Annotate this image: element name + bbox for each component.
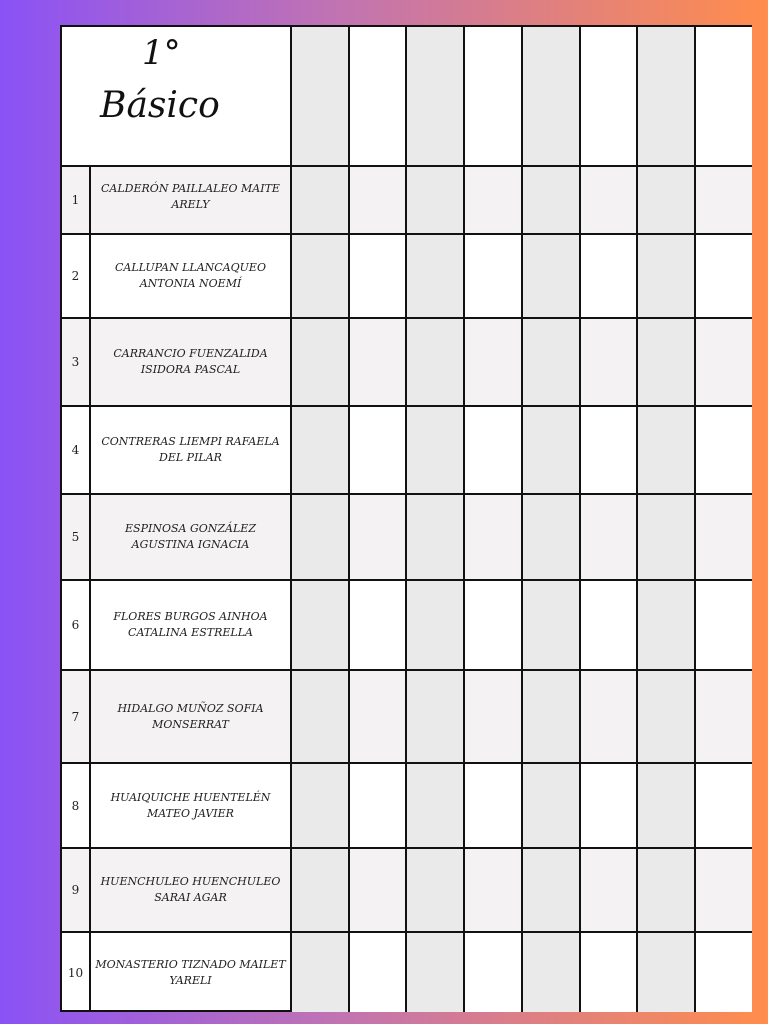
mark-cell[interactable] [637, 670, 695, 763]
student-name: CONTRERAS LIEMPI RAFAELA DEL PILAR [90, 406, 291, 494]
mark-cell[interactable] [464, 494, 522, 580]
mark-cell[interactable] [695, 763, 752, 848]
student-number: 2 [62, 234, 90, 318]
header-cell[interactable] [464, 27, 522, 166]
header-cell[interactable] [580, 27, 637, 166]
mark-cell[interactable] [695, 848, 752, 932]
header-row [62, 27, 752, 166]
mark-cell[interactable] [291, 848, 349, 932]
mark-cell[interactable] [580, 763, 637, 848]
header-cell[interactable] [637, 27, 695, 166]
student-number: 10 [62, 932, 90, 1012]
mark-cell[interactable] [464, 580, 522, 670]
mark-cell[interactable] [695, 318, 752, 406]
mark-cell[interactable] [406, 763, 464, 848]
student-name: MONASTERIO TIZNADO MAILET YARELI [90, 932, 291, 1012]
mark-cell[interactable] [291, 932, 349, 1012]
mark-cell[interactable] [695, 166, 752, 234]
mark-cell[interactable] [695, 234, 752, 318]
mark-cell[interactable] [522, 848, 580, 932]
mark-cell[interactable] [695, 494, 752, 580]
mark-cell[interactable] [406, 166, 464, 234]
mark-cell[interactable] [349, 234, 406, 318]
attendance-sheet [60, 25, 752, 1012]
mark-cell[interactable] [637, 494, 695, 580]
student-name: ESPINOSA GONZÁLEZ AGUSTINA IGNACIA [90, 494, 291, 580]
mark-cell[interactable] [464, 166, 522, 234]
mark-cell[interactable] [522, 234, 580, 318]
mark-cell[interactable] [637, 580, 695, 670]
mark-cell[interactable] [464, 318, 522, 406]
mark-cell[interactable] [637, 763, 695, 848]
mark-cell[interactable] [580, 166, 637, 234]
mark-cell[interactable] [637, 166, 695, 234]
mark-cell[interactable] [464, 763, 522, 848]
mark-cell[interactable] [291, 166, 349, 234]
mark-cell[interactable] [695, 580, 752, 670]
mark-cell[interactable] [580, 848, 637, 932]
mark-cell[interactable] [637, 234, 695, 318]
mark-cell[interactable] [291, 763, 349, 848]
mark-cell[interactable] [580, 494, 637, 580]
mark-cell[interactable] [522, 763, 580, 848]
mark-cell[interactable] [349, 763, 406, 848]
student-number: 6 [62, 580, 90, 670]
mark-cell[interactable] [291, 318, 349, 406]
student-name: HUENCHULEO HUENCHULEO SARAI AGAR [90, 848, 291, 932]
mark-cell[interactable] [349, 932, 406, 1012]
student-name: CALDERÓN PAILLALEO MAITE ARELY [90, 166, 291, 234]
mark-cell[interactable] [291, 406, 349, 494]
student-number: 5 [62, 494, 90, 580]
mark-cell[interactable] [349, 580, 406, 670]
mark-cell[interactable] [464, 406, 522, 494]
mark-cell[interactable] [695, 406, 752, 494]
mark-cell[interactable] [349, 494, 406, 580]
mark-cell[interactable] [580, 580, 637, 670]
header-cell[interactable] [349, 27, 406, 166]
header-cell[interactable] [291, 27, 349, 166]
mark-cell[interactable] [406, 406, 464, 494]
mark-cell[interactable] [406, 932, 464, 1012]
student-number: 7 [62, 670, 90, 763]
student-number: 3 [62, 318, 90, 406]
mark-cell[interactable] [695, 670, 752, 763]
header-cell[interactable] [522, 27, 580, 166]
student-name: FLORES BURGOS AINHOA CATALINA ESTRELLA [90, 580, 291, 670]
mark-cell[interactable] [637, 932, 695, 1012]
student-row [62, 763, 752, 848]
mark-cell[interactable] [522, 494, 580, 580]
student-number: 9 [62, 848, 90, 932]
mark-cell[interactable] [464, 848, 522, 932]
mark-cell[interactable] [406, 234, 464, 318]
mark-cell[interactable] [349, 318, 406, 406]
mark-cell[interactable] [406, 494, 464, 580]
student-row [62, 848, 752, 932]
attendance-table [62, 27, 752, 1012]
mark-cell[interactable] [580, 234, 637, 318]
student-name: CALLUPAN LLANCAQUEO ANTONIA NOEMÍ [90, 234, 291, 318]
mark-cell[interactable] [406, 580, 464, 670]
student-row [62, 318, 752, 406]
header-cell[interactable] [695, 27, 752, 166]
student-row [62, 580, 752, 670]
mark-cell[interactable] [291, 670, 349, 763]
mark-cell[interactable] [522, 406, 580, 494]
student-name: HUAIQUICHE HUENTELÉN MATEO JAVIER [90, 763, 291, 848]
mark-cell[interactable] [695, 932, 752, 1012]
student-row [62, 234, 752, 318]
mark-cell[interactable] [349, 406, 406, 494]
student-row [62, 494, 752, 580]
mark-cell[interactable] [637, 318, 695, 406]
mark-cell[interactable] [291, 580, 349, 670]
mark-cell[interactable] [580, 932, 637, 1012]
student-number: 8 [62, 763, 90, 848]
mark-cell[interactable] [464, 932, 522, 1012]
mark-cell[interactable] [349, 166, 406, 234]
mark-cell[interactable] [522, 932, 580, 1012]
student-row [62, 406, 752, 494]
mark-cell[interactable] [464, 670, 522, 763]
mark-cell[interactable] [580, 318, 637, 406]
mark-cell[interactable] [637, 848, 695, 932]
class-title [62, 27, 291, 166]
student-name: HIDALGO MUÑOZ SOFIA MONSERRAT [90, 670, 291, 763]
mark-cell[interactable] [291, 494, 349, 580]
student-name: CARRANCIO FUENZALIDA ISIDORA PASCAL [90, 318, 291, 406]
mark-cell[interactable] [522, 318, 580, 406]
mark-cell[interactable] [637, 406, 695, 494]
student-row [62, 932, 752, 1012]
mark-cell[interactable] [406, 318, 464, 406]
mark-cell[interactable] [406, 848, 464, 932]
mark-cell[interactable] [406, 670, 464, 763]
level-label: Básico [100, 85, 220, 126]
mark-cell[interactable] [580, 406, 637, 494]
student-number: 4 [62, 406, 90, 494]
mark-cell[interactable] [522, 580, 580, 670]
mark-cell[interactable] [464, 234, 522, 318]
grade-label: 1° [142, 33, 181, 73]
mark-cell[interactable] [522, 166, 580, 234]
mark-cell[interactable] [349, 670, 406, 763]
student-row [62, 670, 752, 763]
mark-cell[interactable] [349, 848, 406, 932]
mark-cell[interactable] [580, 670, 637, 763]
student-row [62, 166, 752, 234]
header-cell[interactable] [406, 27, 464, 166]
mark-cell[interactable] [522, 670, 580, 763]
student-number: 1 [62, 166, 90, 234]
mark-cell[interactable] [291, 234, 349, 318]
